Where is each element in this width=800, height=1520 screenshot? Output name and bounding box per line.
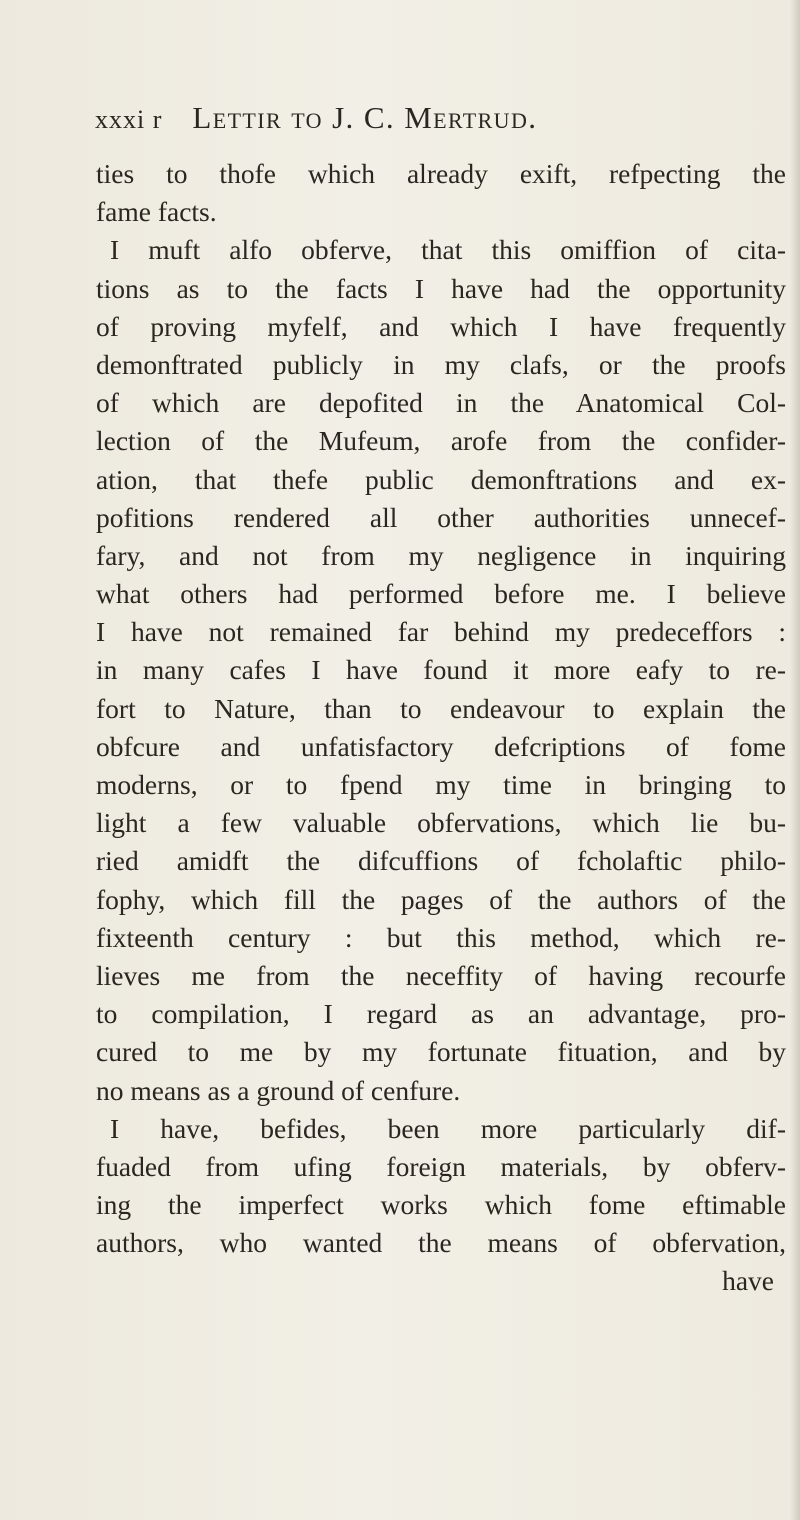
text-line: demonftrated publicly in my clafs, or the proofs (96, 348, 786, 380)
text-line: obfcure and unfatisfactory defcriptions of fome (96, 730, 786, 762)
text-line: cured to me by my fortunate fituation, and by (96, 1036, 786, 1068)
text-line: fuaded from ufing foreign materials, by obferv- (96, 1150, 786, 1182)
text-line: no means as a ground of cenfure. (96, 1074, 461, 1106)
text-line: ation, that thefe public demonftrations and ex- (96, 463, 786, 495)
text-line: I have not remained far behind my predeceffors : (96, 616, 786, 648)
running-head (95, 100, 715, 140)
text-line: ried amidft the difcuffions of fcholaftic philo- (96, 845, 786, 877)
text-line: I have, befides, been more particularly dif- (110, 1112, 786, 1144)
text-line: ing the imperfect works which fome eftimable (96, 1189, 786, 1221)
text-line: light a few valuable obfervations, which lie bu- (96, 807, 786, 839)
text-line: fary, and not from my negligence in inquiring (96, 539, 786, 571)
text-line: lection of the Mufeum, arofe from the confider- (96, 425, 786, 457)
text-line: of which are depofited in the Anatomical Col- (96, 387, 786, 419)
catchword: have (722, 1265, 774, 1297)
body-text (96, 155, 786, 1301)
running-title: Lettir to J. C. Mertrud. (192, 100, 538, 135)
text-line: of proving myfelf, and which I have frequently (96, 310, 786, 342)
text-line: pofitions rendered all other authorities unnecef- (96, 501, 786, 533)
text-line: fixteenth century : but this method, which re- (96, 921, 786, 953)
text-line: what others had performed before me. I believe (96, 578, 786, 610)
text-line: authors, who wanted the means of obfervation, (96, 1227, 786, 1259)
text-line: fame facts. (96, 196, 217, 228)
text-line: ties to thofe which already exift, refpecting the (96, 158, 786, 189)
text-line: moderns, or to fpend my time in bringing to (96, 769, 786, 800)
text-line: tions as to the facts I have had the opportunity (96, 272, 786, 304)
text-line: in many cafes I have found it more eafy to re- (96, 654, 786, 686)
text-line: to compilation, I regard as an advantage, pro- (96, 998, 786, 1030)
page-edge-shadow (790, 0, 800, 1520)
text-line: fort to Nature, than to endeavour to explain the (96, 692, 786, 724)
text-line: fophy, which fill the pages of the authors of the (96, 883, 786, 915)
text-line: I muft alfo obferve, that this omiffion of cita- (110, 234, 786, 266)
page-number: xxxi r (95, 105, 163, 134)
text-line: lieves me from the neceffity of having recourfe (96, 959, 786, 991)
